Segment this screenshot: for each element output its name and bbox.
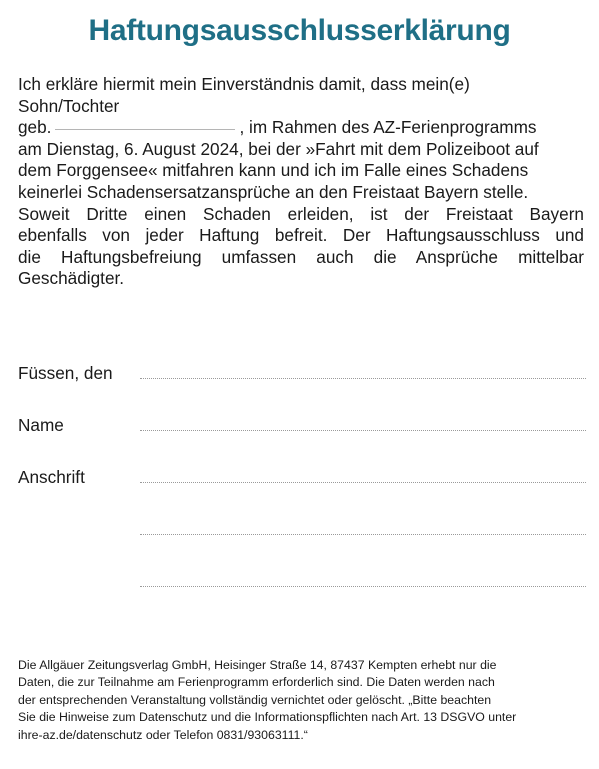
birth-label: geb. (18, 117, 52, 138)
address-label: Anschrift (18, 467, 85, 487)
privacy-notice-line: Daten, die zur Teilnahme am Ferienprogramm erforderlich sind. Die Daten werden nach (18, 675, 495, 690)
declaration-line: am Dienstag, 6. August 2024, bei der »Fahrt mit dem Polizeiboot auf (18, 138, 539, 159)
declaration-text (18, 74, 584, 290)
declaration-line: Ich erkläre hiermit mein Einverständnis damit, dass mein(e) (18, 74, 470, 94)
declaration-line: ebenfalls von jeder Haftung befreit. Der Haftungsausschluss und (18, 225, 584, 246)
declaration-line: Soweit Dritte einen Schaden erleiden, ist der Freistaat Bayern (18, 203, 584, 224)
declaration-line: keinerlei Schadensersatzansprüche an den Freistaat Bayern stelle. (18, 181, 529, 202)
name-label: Name (18, 415, 64, 435)
declaration-line: Sohn/Tochter (18, 95, 120, 116)
place-date-label: Füssen, den (18, 363, 113, 383)
privacy-notice-line: ihre-az.de/datenschutz oder Telefon 0831/93063111.“ (18, 727, 308, 742)
declaration-line-text: , im Rahmen des AZ-Ferienprogramms (239, 117, 537, 138)
privacy-notice (18, 657, 588, 744)
declaration-line: dem Forggensee« mitfahren kann und ich im Falle eines Schadens (18, 160, 529, 181)
privacy-notice-line: Die Allgäuer Zeitungsverlag GmbH, Heisinger Straße 14, 87437 Kempten erhebt nur die (18, 658, 497, 672)
declaration-line: die Haftungsbefreiung umfassen auch die Ansprüche mittelbar (18, 246, 584, 267)
privacy-notice-line: der entsprechenden Veranstaltung vollständig vernichtet oder gelöscht. „Bitte beachten (18, 692, 492, 707)
name-line[interactable] (140, 430, 586, 431)
place-date-line[interactable] (140, 378, 586, 379)
document-title: Haftungsausschlusserklärung (88, 14, 511, 47)
address-line-3[interactable] (140, 586, 586, 587)
address-line-1[interactable] (140, 482, 586, 483)
declaration-line: Geschädigter. (18, 268, 125, 289)
address-line-2[interactable] (140, 534, 586, 535)
declaration-line-birth (18, 117, 584, 139)
privacy-notice-line: Sie die Hinweise zum Datenschutz und die Informationspflichten nach Art. 13 DSGVO unter (18, 710, 517, 725)
birth-date-blank[interactable] (55, 128, 235, 130)
